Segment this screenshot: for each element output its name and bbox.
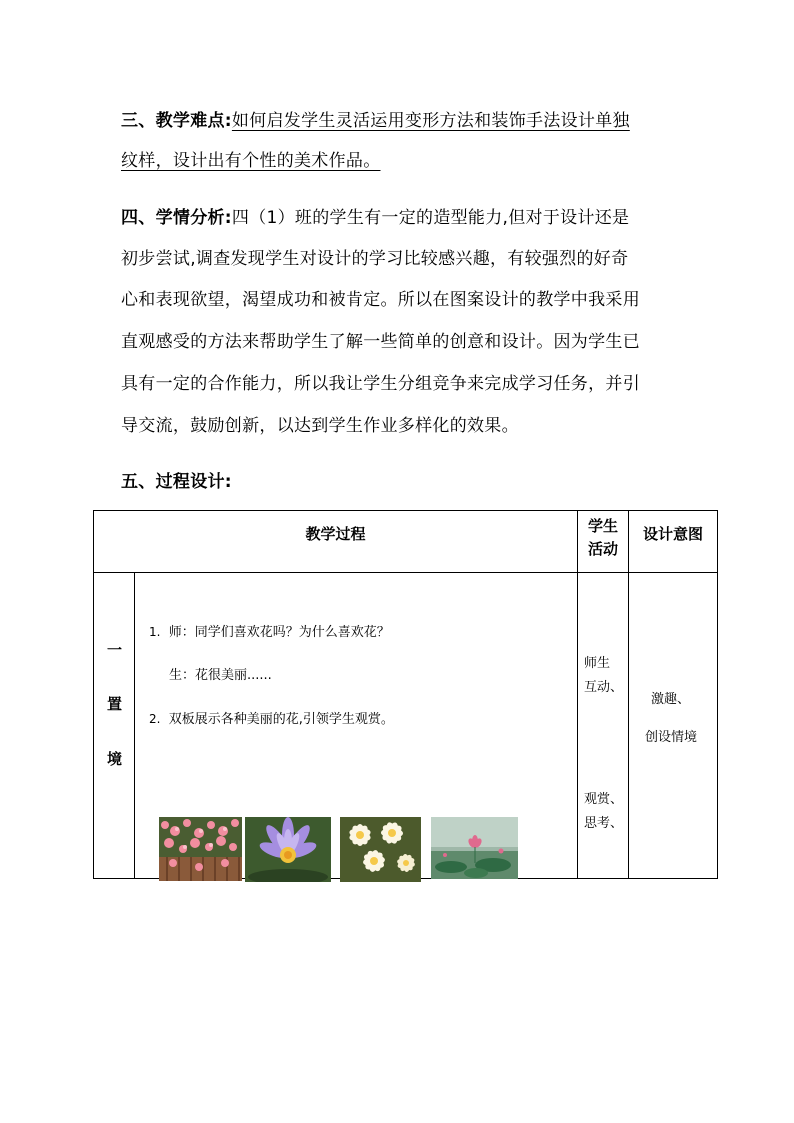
process-heading: 五、过程设计: xyxy=(121,472,232,492)
analysis-text-1: 四（1）班的学生有一定的造型能力,但对于设计还是 xyxy=(231,208,630,228)
difficulty-line-2 xyxy=(121,146,381,171)
analysis-line-5: 具有一定的合作能力，所以我让学生分组竞争来完成学习任务，并引 xyxy=(121,374,640,394)
stage-char-2: 境 xyxy=(106,750,122,768)
difficulty-text-2: 纹样，设计出有个性的美术作品。 xyxy=(121,151,381,171)
analysis-line-1 xyxy=(121,203,629,228)
header-process: 教学过程 xyxy=(305,525,366,543)
difficulty-line-1 xyxy=(121,106,630,131)
analysis-line-6: 导交流，鼓励创新，以达到学生作业多样化的效果。 xyxy=(121,416,519,436)
activity-a2: 互动、 xyxy=(584,680,624,695)
intent-i2: 创设情境 xyxy=(645,730,698,745)
lotus-pond-photo xyxy=(431,817,518,879)
item-text: 师：同学们喜欢花吗？为什么喜欢花？ xyxy=(168,625,390,640)
header-intent: 设计意图 xyxy=(643,525,704,543)
difficulty-text-1: 如何启发学生灵活运用变形方法和装饰手法设计单独 xyxy=(231,111,630,131)
header-activity-cell xyxy=(578,511,629,573)
plumeria-photo xyxy=(340,817,421,882)
intent-i1: 激趣、 xyxy=(651,692,691,707)
process-cell xyxy=(135,573,578,879)
process-item-1-reply: 生：花很美丽...... xyxy=(169,668,272,683)
header-process-cell xyxy=(94,511,578,573)
water-lily-photo xyxy=(245,817,331,882)
header-intent-cell xyxy=(629,511,718,573)
rose-fence-photo xyxy=(159,817,242,881)
table-header-row xyxy=(94,511,718,573)
process-table xyxy=(93,510,718,879)
stage-cell xyxy=(94,573,135,879)
difficulty-heading: 三、教学难点: xyxy=(121,111,232,131)
stage-dash: 一 xyxy=(106,641,122,659)
analysis-line-4: 直观感受的方法来帮助学生了解一些简单的创意和设计。因为学生已 xyxy=(121,332,640,352)
header-activity-line1: 学生 xyxy=(588,517,619,535)
header-activity xyxy=(578,511,628,561)
header-activity-line2: 活动 xyxy=(588,540,619,558)
item-number: 1. xyxy=(149,625,161,639)
analysis-heading: 四、学情分析: xyxy=(121,208,232,228)
intent-cell xyxy=(629,573,718,879)
analysis-line-2: 初步尝试,调查发现学生对设计的学习比较感兴趣，有较强烈的好奇 xyxy=(121,249,629,269)
table-row xyxy=(94,573,718,879)
item-text: 双板展示各种美丽的花,引领学生观赏。 xyxy=(168,712,394,727)
stage-char-1: 置 xyxy=(106,695,122,713)
process-item-2 xyxy=(149,708,394,727)
activity-cell xyxy=(578,573,629,879)
activity-a1: 师生 xyxy=(584,656,611,671)
item-number: 2. xyxy=(149,712,161,726)
activity-b2: 思考、 xyxy=(584,816,624,831)
process-item-1 xyxy=(149,621,390,640)
activity-b1: 观赏、 xyxy=(584,792,624,807)
analysis-line-3: 心和表现欲望，渴望成功和被肯定。所以在图案设计的教学中我采用 xyxy=(121,290,640,310)
